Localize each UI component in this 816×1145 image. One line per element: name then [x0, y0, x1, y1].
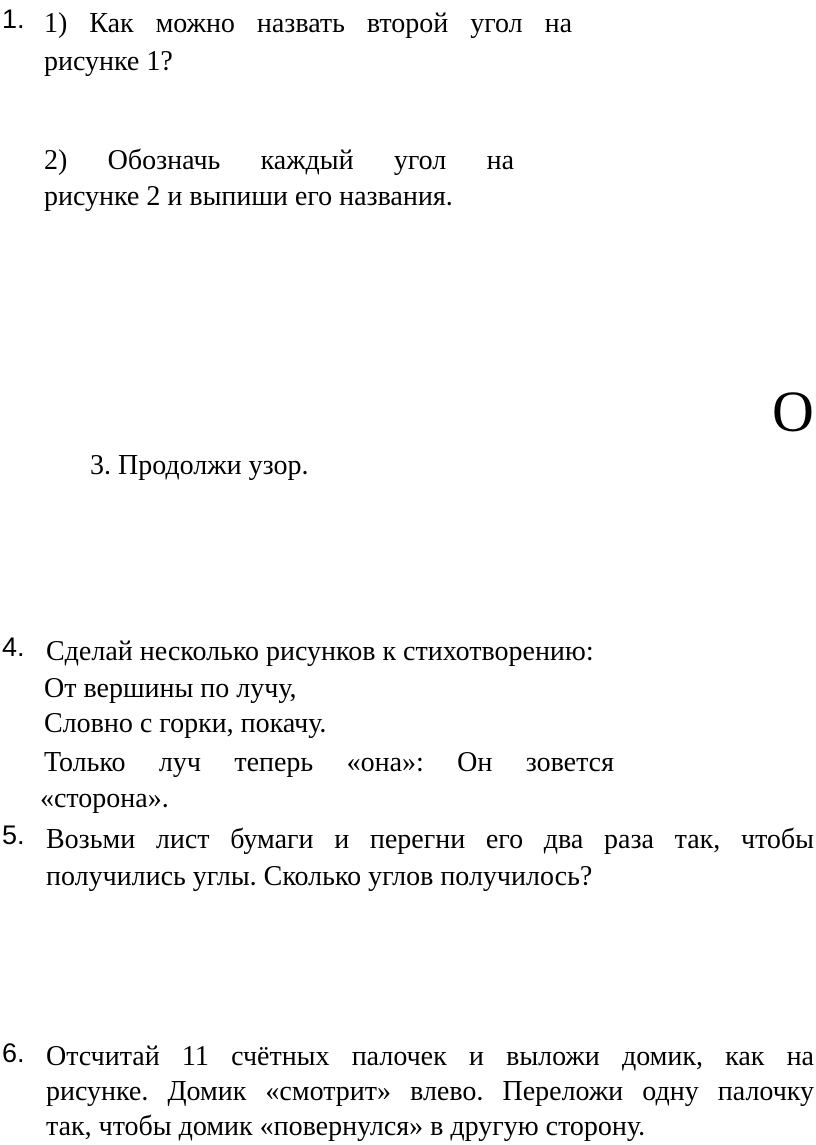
- task-5-number: 5.: [2, 820, 25, 850]
- point-label-o: О: [772, 379, 814, 444]
- task-4-number: 4.: [2, 632, 25, 662]
- poem-line-2: Словно с горки, покачу.: [44, 708, 327, 739]
- poem-line-1: От вершины по лучу,: [44, 673, 297, 704]
- task-6-number: 6.: [2, 1038, 25, 1068]
- task-6-line-1: Отсчитай 11 счётных палочек и выложи домик, как на: [46, 1041, 814, 1072]
- task-6-line-2: рисунке. Домик «смотрит» влево. Переложи одну палочку: [46, 1076, 814, 1107]
- task-1-question-2-line-2: рисунке 2 и выпиши его названия.: [44, 181, 453, 212]
- task-1-number: 1.: [2, 4, 25, 34]
- task-1-question-1-line-2: рисунке 1?: [44, 46, 173, 77]
- poem-line-3: Только луч теперь «она»: Он зовется: [44, 747, 614, 778]
- task-1-question-1-line-1: 1) Как можно назвать второй угол на: [44, 8, 572, 39]
- poem-line-4: «сторона».: [40, 783, 169, 814]
- task-5-line-1: Возьми лист бумаги и перегни его два раза так, чтобы: [46, 824, 814, 855]
- task-4-intro: Сделай несколько рисунков к стихотворению:: [46, 636, 594, 667]
- task-1-question-2-line-1: 2) Обозначь каждый угол на: [44, 145, 514, 176]
- task-6-line-3: так, чтобы домик «повернулся» в другую сторону.: [46, 1111, 646, 1142]
- task-3-text: 3. Продолжи узор.: [90, 450, 309, 481]
- task-5-line-2: получились углы. Сколько углов получилось?: [46, 861, 593, 892]
